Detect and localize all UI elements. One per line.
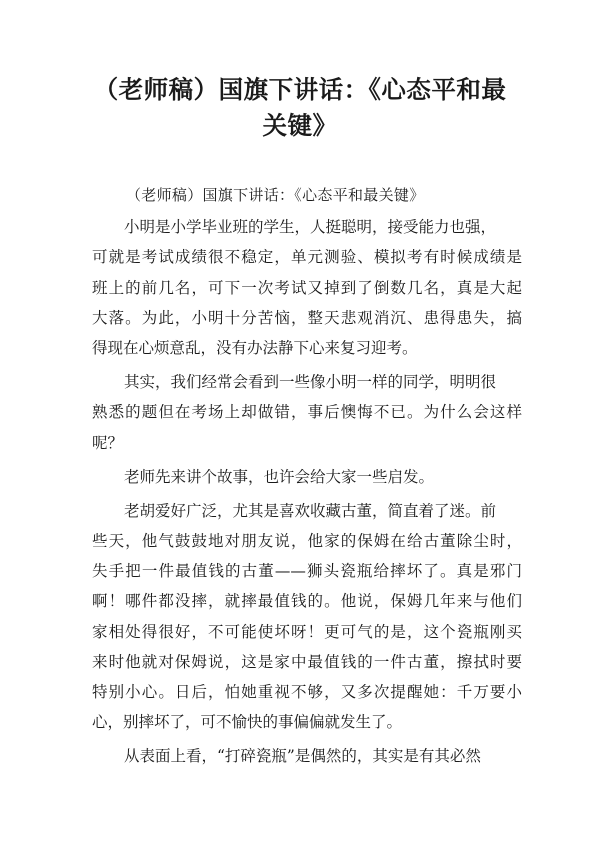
paragraph-1 xyxy=(92,212,522,363)
title-line-2: 关键》 xyxy=(262,111,338,140)
paragraph-line: 啊！哪件都没摔，就摔最值钱的。他说，保姆几年来与他们 xyxy=(92,592,522,611)
paragraph-line: 呢？ xyxy=(92,433,124,452)
paragraph-line: 小明是小学毕业班的学生，人挺聪明，接受能力也强， xyxy=(124,218,497,237)
paragraph-line: 家相处得很好，不可能使坏呀！更可气的是，这个瓷瓶刚买 xyxy=(92,622,522,641)
paragraph-line: 特别小心。日后，怕她重视不够，又多次提醒她：千万要小 xyxy=(92,683,522,701)
paragraph-line: 其实，我们经常会看到一些像小明一样的同学，明明很 xyxy=(124,373,497,392)
paragraph-5 xyxy=(92,741,522,771)
paragraph-line: 老胡爱好广泛，尤其是喜欢收藏古董，简直着了迷。前 xyxy=(124,501,497,520)
paragraph-line: 可就是考试成绩很不稳定，单元测验、模拟考有时候成绩是 xyxy=(92,248,522,267)
document-body xyxy=(92,180,522,772)
paragraph-3 xyxy=(92,462,522,492)
document-subtitle: （老师稿）国旗下讲话：《心态平和最关键》 xyxy=(126,186,425,204)
paragraph-line: 熟悉的题但在考场上却做错，事后懊悔不已。为什么会这样 xyxy=(92,403,522,422)
paragraph-line: 大落。为此，小明十分苦恼，整天悲观消沉、患得患失，搞 xyxy=(92,308,522,327)
title-line-1: （老师稿）国旗下讲话：《心态平和最 xyxy=(93,75,507,104)
paragraph-line: 来时他就对保姆说，这是家中最值钱的一件古董，擦拭时要 xyxy=(92,652,522,671)
paragraph-line: 老师先来讲个故事，也许会给大家一些启发。 xyxy=(124,467,435,486)
paragraph-line: 得现在心烦意乱，没有办法静下心来复习迎考。 xyxy=(92,338,418,357)
paragraph-2 xyxy=(92,367,522,458)
document-title xyxy=(70,72,530,144)
paragraph-line: 些天，他气鼓鼓地对朋友说，他家的保姆在给古董除尘时， xyxy=(92,532,522,551)
paragraph-line: 心，别摔坏了，可不愉快的事偏偏就发生了。 xyxy=(92,713,403,732)
paragraph-line: 从表面上看，“打碎瓷瓶”是偶然的，其实是有其必然 xyxy=(124,747,481,766)
paragraph-line: 班上的前几名，可下一次考试又掉到了倒数几名，真是大起 xyxy=(92,278,522,297)
paragraph-line: 失手把一件最值钱的古董——狮头瓷瓶给摔坏了。真是邪门 xyxy=(92,562,522,581)
paragraph-4 xyxy=(92,496,522,738)
